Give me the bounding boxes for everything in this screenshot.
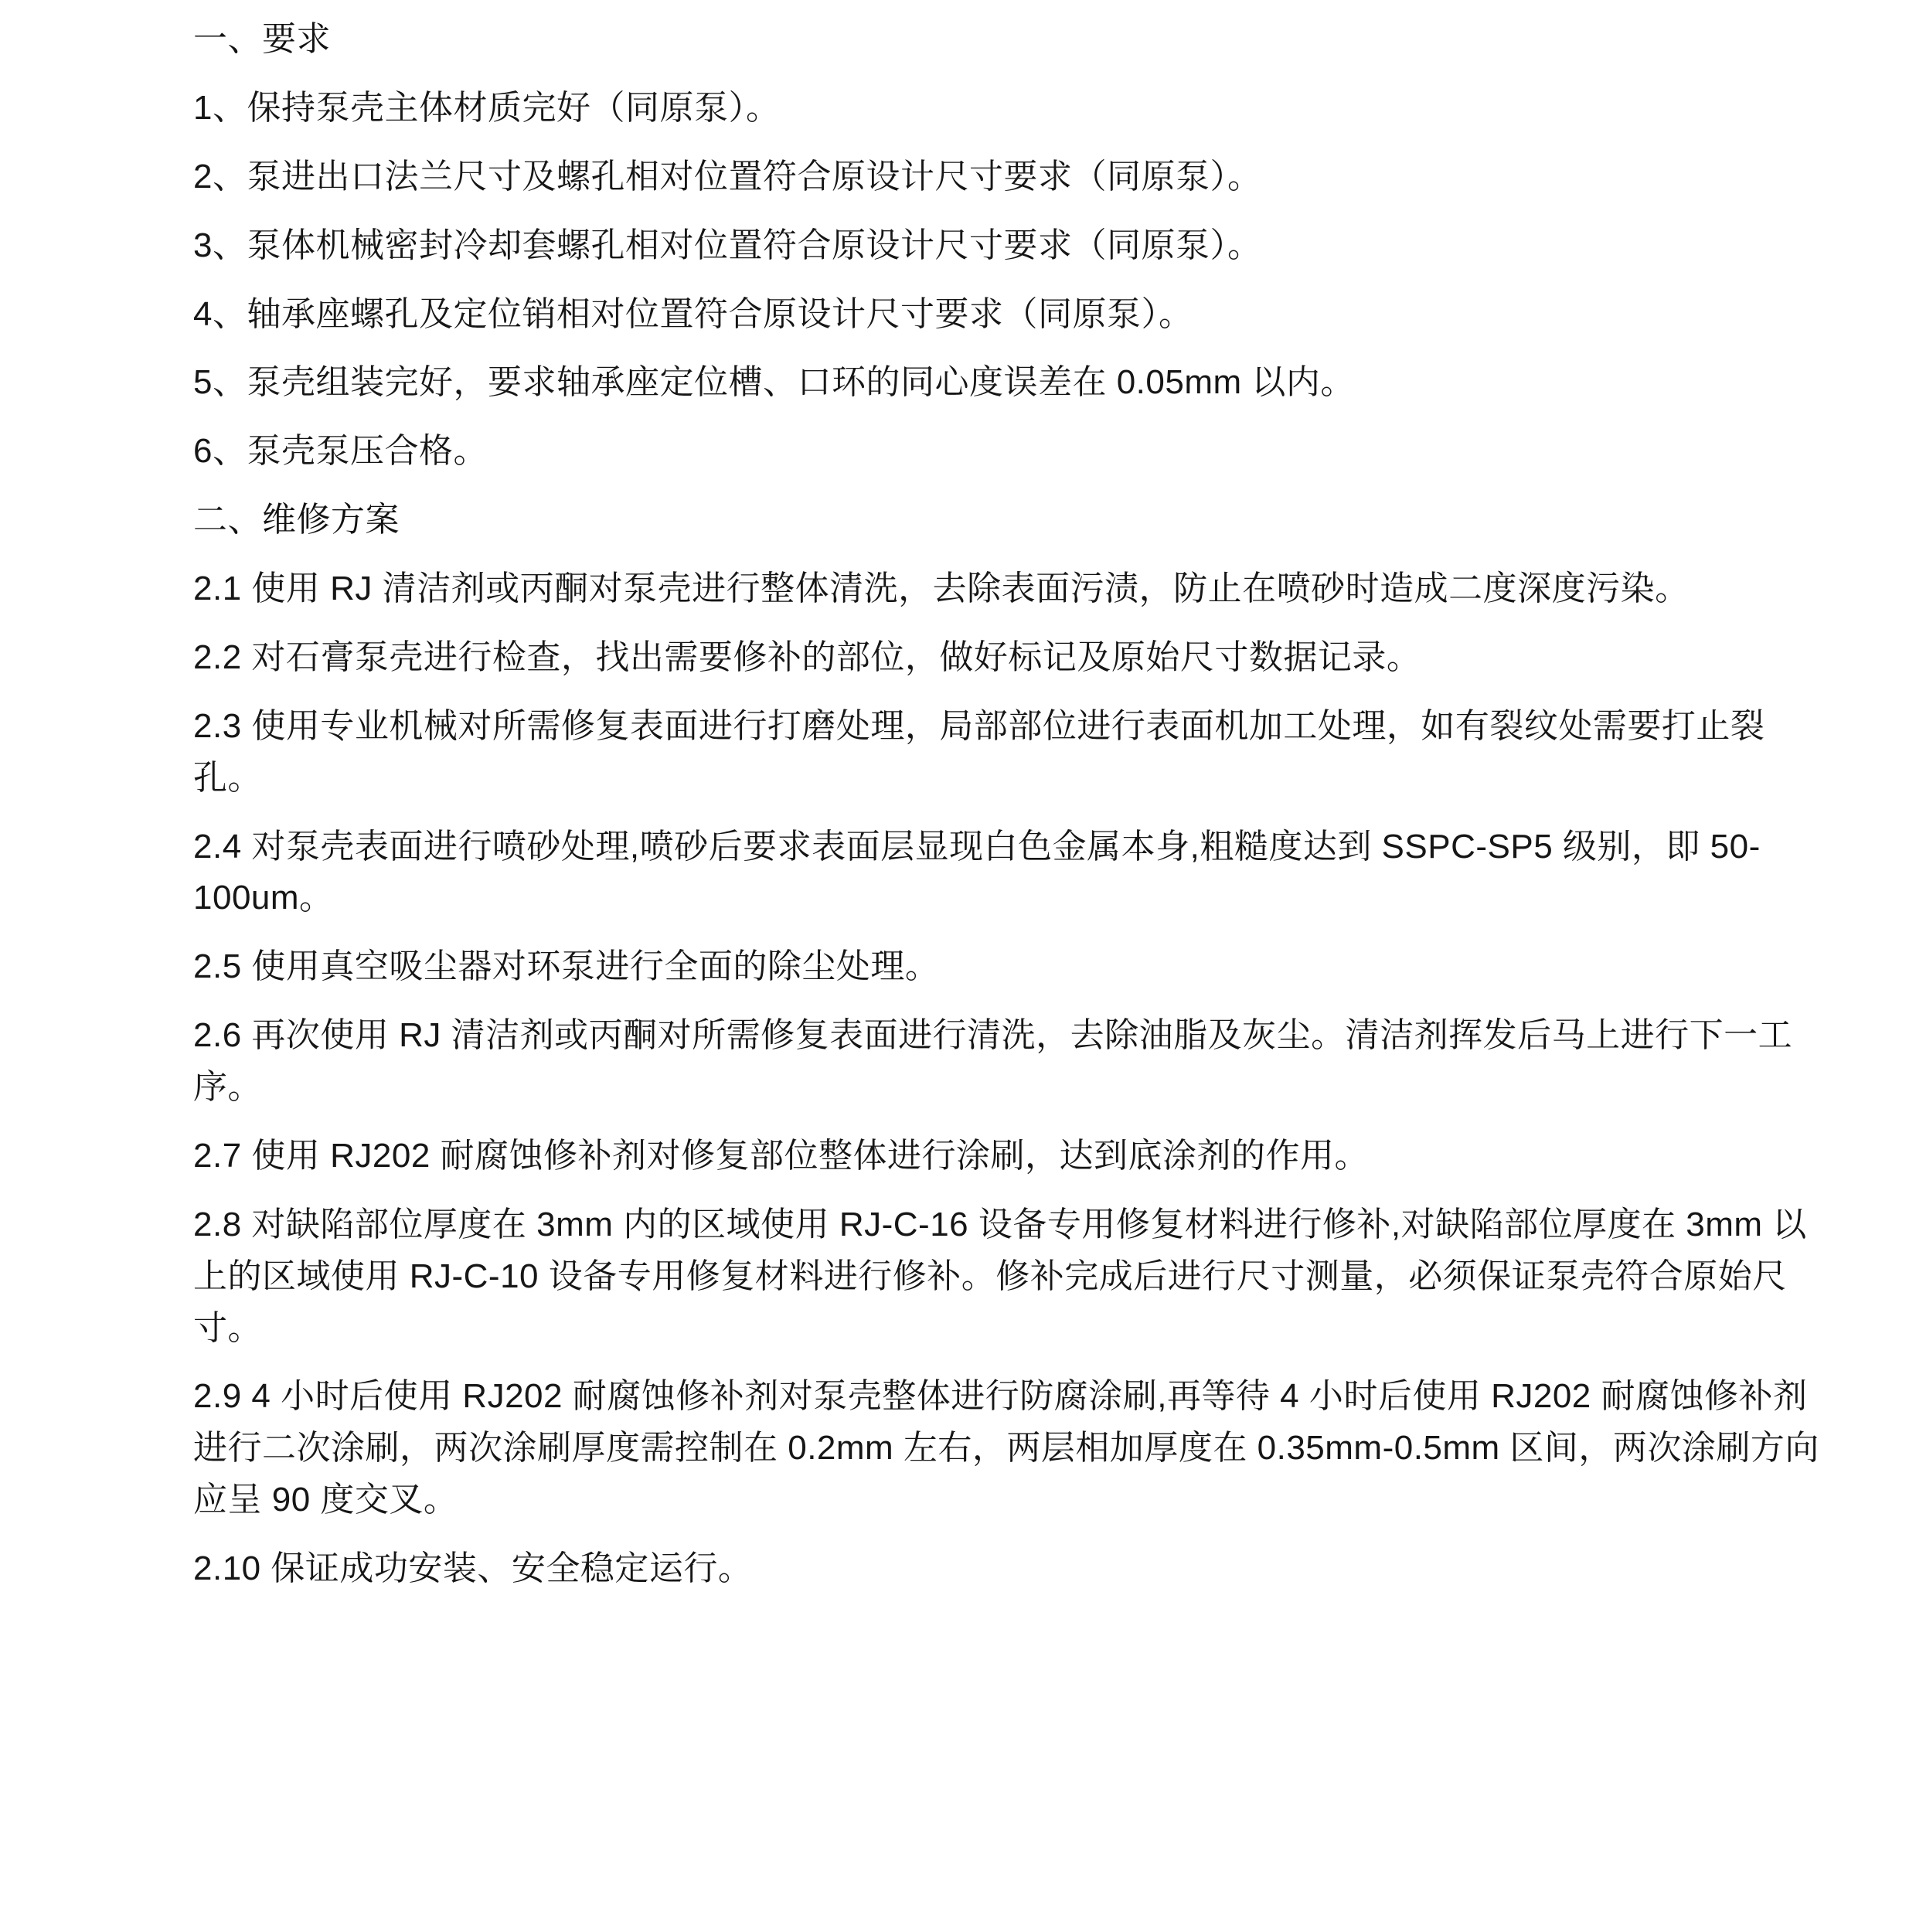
document-body (193, 14, 1823, 1595)
repair-step-2-1: 2.1 使用 RJ 清洁剂或丙酮对泵壳进行整体清洗，去除表面污渍，防止在喷砂时造成二度深度污染。 (193, 570, 1690, 607)
repair-step-2-8: 2.8 对缺陷部位厚度在 3mm 内的区域使用 RJ-C-16 设备专用修复材料进行修补,对缺陷部位厚度在 3mm 以上的区域使用 RJ-C-10 设备专用修复材料进行修补。修补完成后进行尺寸测量，必须保证泵壳符合原始尺寸。 (193, 1205, 1807, 1347)
repair-step-2-5: 2.5 使用真空吸尘器对环泵进行全面的除尘处理。 (193, 947, 940, 986)
repair-step-2-7: 2.7 使用 RJ202 耐腐蚀修补剂对修复部位整体进行涂刷，达到底涂剂的作用。 (193, 1136, 1370, 1175)
requirement-item-2: 2、泵进出口法兰尺寸及螺孔相对位置符合原设计尺寸要求（同原泵）。 (193, 157, 1262, 196)
requirement-item-5: 5、泵壳组装完好，要求轴承座定位槽、口环的同心度误差在 0.05mm 以内。 (193, 363, 1355, 402)
repair-step-2-4: 2.4 对泵壳表面进行喷砂处理,喷砂后要求表面层显现白色金属本身,粗糙度达到 SSPC-SP5 级别，即 50-100um。 (193, 827, 1761, 917)
repair-step-2-3: 2.3 使用专业机械对所需修复表面进行打磨处理，局部部位进行表面机加工处理，如有裂纹处需要打止裂孔。 (193, 706, 1765, 797)
requirement-item-3: 3、泵体机械密封冷却套螺孔相对位置符合原设计尺寸要求（同原泵）。 (193, 226, 1262, 264)
requirement-item-4: 4、轴承座螺孔及定位销相对位置符合原设计尺寸要求（同原泵）。 (193, 294, 1193, 333)
section-heading-requirements: 一、要求 (193, 20, 331, 58)
repair-step-2-6: 2.6 再次使用 RJ 清洁剂或丙酮对所需修复表面进行清洗，去除油脂及灰尘。清洁剂挥发后马上进行下一工序。 (193, 1016, 1793, 1106)
repair-step-2-10: 2.10 保证成功安装、安全稳定运行。 (193, 1549, 753, 1587)
section-heading-repair-plan: 二、维修方案 (193, 501, 400, 539)
requirement-item-6: 6、泵壳泵压合格。 (193, 432, 488, 471)
repair-step-2-9: 2.9 4 小时后使用 RJ202 耐腐蚀修补剂对泵壳整体进行防腐涂刷,再等待 4 小时后使用 RJ202 耐腐蚀修补剂进行二次涂刷，两次涂刷厚度需控制在 0.2mm 左右，两层相加厚度在 0.35mm-0.5mm 区间，两次涂刷方向应呈 90 度交叉。 (193, 1377, 1819, 1519)
repair-step-2-2: 2.2 对石膏泵壳进行检查，找出需要修补的部位，做好标记及原始尺寸数据记录。 (193, 638, 1421, 676)
requirement-item-1: 1、保持泵壳主体材质完好（同原泵）。 (193, 88, 781, 127)
